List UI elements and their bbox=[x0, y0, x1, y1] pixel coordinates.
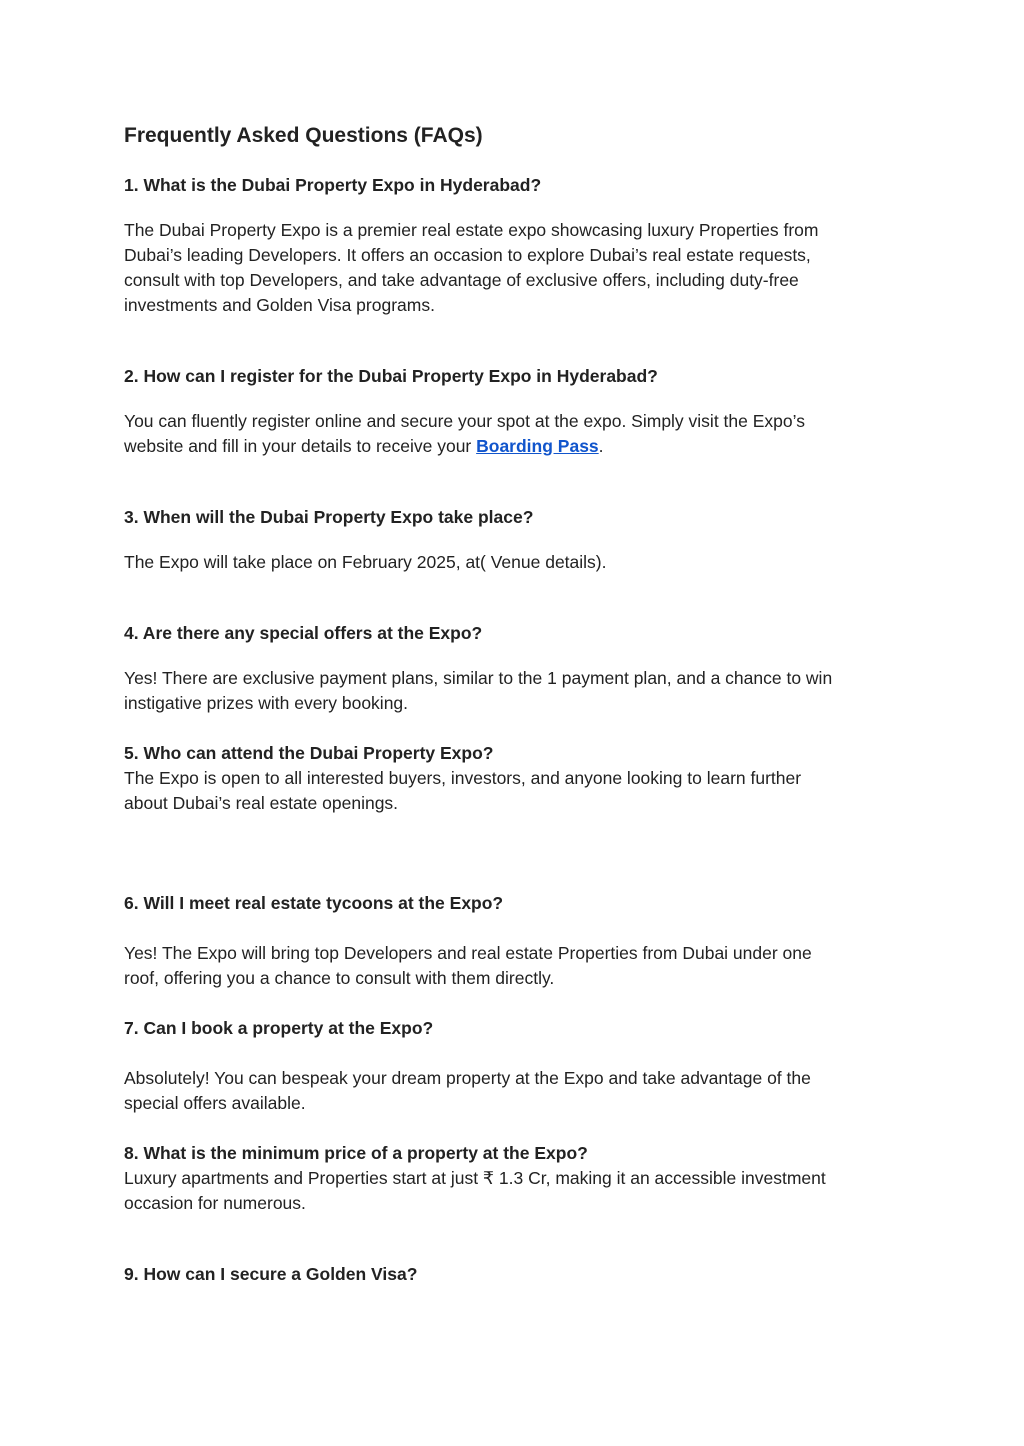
faq-8-answer-line-1: Luxury apartments and Properties start at just ₹ 1.3 Cr, making it an accessible investment bbox=[124, 1168, 826, 1188]
faq-9-question: 9. How can I secure a Golden Visa? bbox=[124, 1264, 418, 1284]
faq-4-answer-line-1: Yes! There are exclusive payment plans, similar to the 1 payment plan, and a chance to win bbox=[124, 668, 833, 688]
faq-7-answer-line-1: Absolutely! You can bespeak your dream property at the Expo and take advantage of the bbox=[124, 1068, 811, 1088]
faq-7-answer-line-2: special offers available. bbox=[124, 1093, 306, 1113]
faq-2-answer-period: . bbox=[598, 436, 604, 456]
faq-2-answer-line-2 bbox=[124, 434, 604, 459]
faq-6-answer-line-2: roof, offering you a chance to consult with them directly. bbox=[124, 968, 555, 988]
faq-5-answer-line-2: about Dubai’s real estate openings. bbox=[124, 793, 399, 813]
faq-4-answer-line-2: instigative prizes with every booking. bbox=[124, 693, 409, 713]
faq-7-question: 7. Can I book a property at the Expo? bbox=[124, 1018, 434, 1038]
faq-2-question: 2. How can I register for the Dubai Property Expo in Hyderabad? bbox=[124, 366, 658, 386]
faq-3-answer-line-1: The Expo will take place on February 2025, at( Venue details). bbox=[124, 552, 607, 572]
faq-5-question: 5. Who can attend the Dubai Property Expo? bbox=[124, 743, 494, 763]
page-title: Frequently Asked Questions (FAQs) bbox=[124, 124, 483, 147]
faq-8-answer-line-2: occasion for numerous. bbox=[124, 1193, 306, 1213]
faq-1-answer-line-4: investments and Golden Visa programs. bbox=[124, 295, 435, 315]
faq-1-answer-line-3: consult with top Developers, and take advantage of exclusive offers, including duty-free bbox=[124, 270, 799, 290]
faq-1-answer-line-1: The Dubai Property Expo is a premier real estate expo showcasing luxury Properties from bbox=[124, 220, 819, 240]
faq-6-question: 6. Will I meet real estate tycoons at the Expo? bbox=[124, 893, 504, 913]
faq-1-answer-line-2: Dubai’s leading Developers. It offers an occasion to explore Dubai’s real estate requests, bbox=[124, 245, 811, 265]
faq-2-answer-line-1: You can fluently register online and secure your spot at the expo. Simply visit the Expo’s bbox=[124, 411, 805, 431]
faq-8-question: 8. What is the minimum price of a property at the Expo? bbox=[124, 1143, 588, 1163]
faq-4-question: 4. Are there any special offers at the Expo? bbox=[124, 623, 483, 643]
faq-6-answer-line-1: Yes! The Expo will bring top Developers and real estate Properties from Dubai under one bbox=[124, 943, 812, 963]
faq-2-answer-text: website and fill in your details to receive your bbox=[124, 436, 477, 456]
faq-1-question: 1. What is the Dubai Property Expo in Hyderabad? bbox=[124, 175, 542, 195]
boarding-pass-link[interactable]: Boarding Pass bbox=[476, 436, 599, 456]
faq-5-answer-line-1: The Expo is open to all interested buyers, investors, and anyone looking to learn further bbox=[124, 768, 802, 788]
faq-3-question: 3. When will the Dubai Property Expo take place? bbox=[124, 507, 534, 527]
